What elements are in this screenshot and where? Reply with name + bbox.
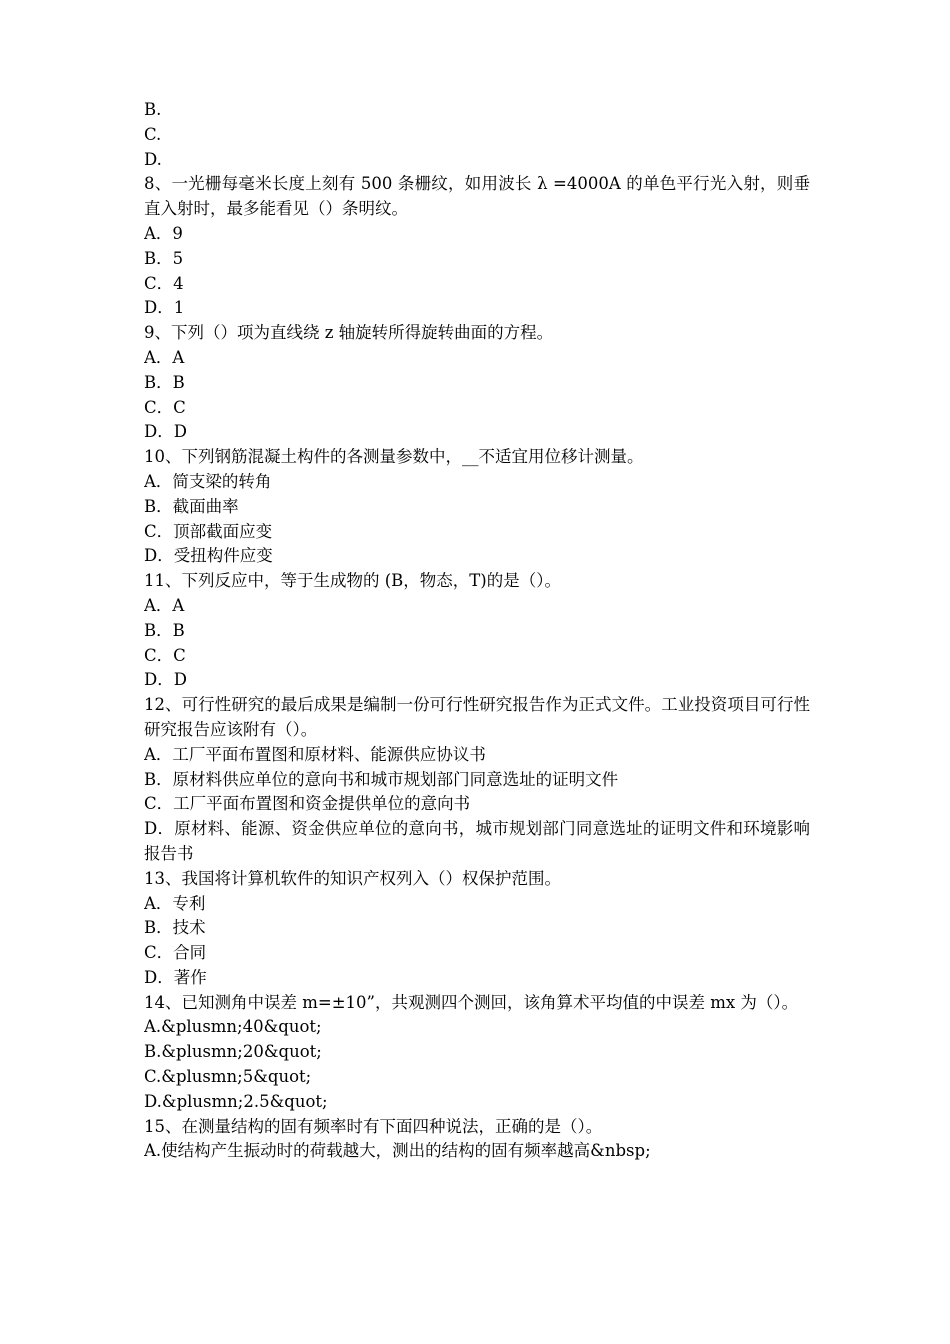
question-8-stem: 8、一光栅每毫米长度上刻有 500 条栅纹，如用波长 λ =4000A 的单色平行光入射，则垂直入射时，最多能看见（）条明纹。 (144, 174, 810, 219)
question-8-option-b: B．5 (144, 248, 184, 268)
question-10-option-b: B．截面曲率 (144, 496, 239, 516)
question-14-stem: 14、已知测角中误差 m=±10”，共观测四个测回，该角算术平均值的中误差 mx 为（）。 (144, 992, 799, 1012)
question-12-option-a: A．工厂平面布置图和原材料、能源供应协议书 (144, 744, 486, 764)
question-11-option-b: B．B (144, 620, 185, 640)
question-9-option-d: D．D (144, 422, 187, 442)
question-10-stem: 10、下列钢筋混凝土构件的各测量参数中，__不适宜用位移计测量。 (144, 447, 644, 467)
question-12-option-b: B．原材料供应单位的意向书和城市规划部门同意选址的证明文件 (144, 769, 619, 789)
question-12-option-c: C．工厂平面布置图和资金提供单位的意向书 (144, 794, 471, 814)
question-9-stem: 9、下列（）项为直线绕 z 轴旋转所得旋转曲面的方程。 (144, 323, 554, 343)
question-8-option-d: D．1 (144, 298, 185, 318)
question-11-option-c: C．C (144, 645, 186, 665)
question-8-option-a: A．9 (144, 223, 183, 243)
question-10-option-a: A．简支梁的转角 (144, 471, 272, 491)
question-9-option-b: B．B (144, 372, 185, 392)
question-15-stem: 15、在测量结构的固有频率时有下面四种说法，正确的是（）。 (144, 1116, 603, 1136)
option-line: D. (144, 149, 162, 169)
option-line: C. (144, 124, 162, 144)
question-14-option-c: C.&plusmn;5&quot; (144, 1067, 312, 1087)
question-11-option-a: A．A (144, 595, 185, 615)
question-11-option-d: D．D (144, 670, 187, 690)
question-14-option-d: D.&plusmn;2.5&quot; (144, 1091, 328, 1111)
question-11-stem: 11、下列反应中，等于生成物的 (B，物态，T)的是（）。 (144, 571, 561, 591)
question-12-option-d: D．原材料、能源、资金供应单位的意向书，城市规划部门同意选址的证明文件和环境影响报告书 (144, 819, 810, 863)
question-12-stem: 12、可行性研究的最后成果是编制一份可行性研究报告作为正式文件。工业投资项目可行性研究报告应该附有（）。 (144, 695, 810, 739)
question-10-option-c: C．顶部截面应变 (144, 521, 273, 541)
option-line: B. (144, 100, 162, 119)
question-8-option-c: C．4 (144, 273, 184, 293)
question-10-option-d: D．受扭构件应变 (144, 546, 273, 566)
question-13-option-d: D．著作 (144, 967, 207, 987)
question-9-option-a: A．A (144, 347, 185, 367)
question-13-option-b: B．技术 (144, 918, 206, 938)
question-13-option-c: C．合同 (144, 943, 207, 963)
question-15-option-a: A.使结构产生振动时的荷载越大，测出的结构的固有频率越高&nbsp; (144, 1141, 651, 1161)
question-14-option-b: B.&plusmn;20&quot; (144, 1042, 322, 1062)
question-13-stem: 13、我国将计算机软件的知识产权列入（）权保护范围。 (144, 868, 561, 888)
question-14-option-a: A.&plusmn;40&quot; (144, 1017, 322, 1037)
question-13-option-a: A．专利 (144, 893, 206, 913)
question-9-option-c: C．C (144, 397, 186, 417)
document-page (144, 98, 810, 1164)
